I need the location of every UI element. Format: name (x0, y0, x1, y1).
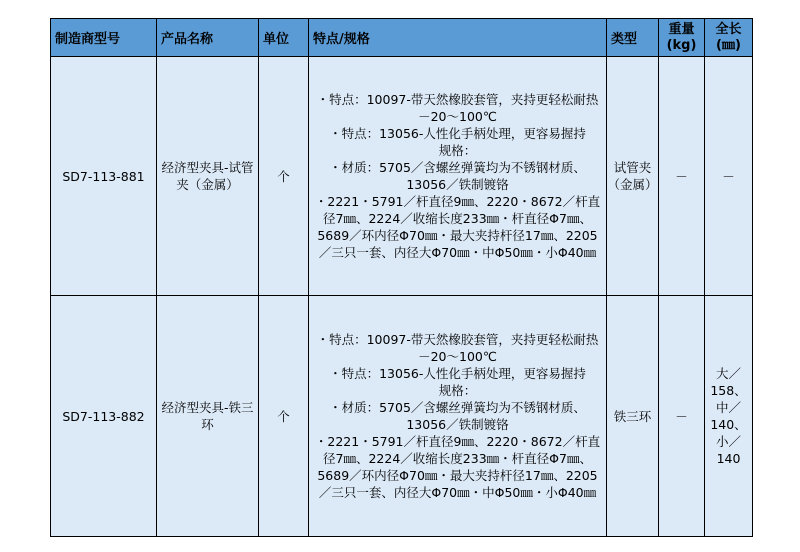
length-line: － (722, 168, 735, 184)
product-table (50, 18, 753, 537)
cell-type: 铁三环 (607, 296, 659, 537)
table-row (51, 296, 753, 537)
header-weight-label: 重量 (668, 21, 695, 37)
cell-unit: 个 (259, 296, 309, 537)
cell-length (705, 296, 753, 537)
cell-spec (309, 296, 607, 537)
cell-model: SD7-113-882 (51, 296, 157, 537)
cell-length (705, 57, 753, 296)
cell-name: 经济型夹具-试管夹（金属） (157, 57, 259, 296)
header-length-unit: (㎜) (716, 37, 741, 53)
length-line: 大／158、 (710, 366, 747, 398)
spec-line: ・特点：13056-人性化手柄处理，更容易握持 (329, 126, 586, 141)
cell-unit: 个 (259, 57, 309, 296)
spec-line: ・2221・5791／杆直径9㎜、2220・8672／杆直径7㎜、2224／收缩长度233㎜・杆直径Φ7㎜、5689／环内径Φ70㎜・最大夹持杆径17㎜、2205／三只一套、内径大Φ70㎜・中Φ50㎜・小Φ40㎜ (314, 194, 601, 260)
cell-weight: － (659, 296, 705, 537)
header-model: 制造商型号 (51, 19, 157, 57)
spec-line: ・特点：10097-带天然橡胶套管，夹持更轻松耐热－20～100℃ (316, 332, 599, 364)
cell-spec (309, 57, 607, 296)
header-length-label: 全长 (715, 21, 742, 37)
spec-line: ・特点：13056-人性化手柄处理，更容易握持 (329, 366, 586, 381)
spec-line: ・材质：5705／含螺丝弹簧均为不锈钢材质、13056／铁制镀铬 (329, 400, 586, 432)
cell-type: 试管夹（金属） (607, 57, 659, 296)
spec-line: ・2221・5791／杆直径9㎜、2220・8672／杆直径7㎜、2224／收缩长度233㎜・杆直径Φ7㎜、5689／环内径Φ70㎜・最大夹持杆径17㎜、2205／三只一套、内径大Φ70㎜・中Φ50㎜・小Φ40㎜ (314, 434, 601, 500)
cell-name: 经济型夹具-铁三环 (157, 296, 259, 537)
table-row (51, 57, 753, 296)
header-type: 类型 (607, 19, 659, 57)
spec-line: ・材质：5705／含螺丝弹簧均为不锈钢材质、13056／铁制镀铬 (329, 160, 586, 192)
cell-model: SD7-113-881 (51, 57, 157, 296)
header-name: 产品名称 (157, 19, 259, 57)
spec-line: 规格： (438, 383, 477, 398)
header-unit: 单位 (259, 19, 309, 57)
header-weight (659, 19, 705, 57)
header-row (51, 19, 753, 57)
length-line: 中／140、 (710, 400, 747, 432)
header-spec: 特点/规格 (309, 19, 607, 57)
header-weight-unit: (kg) (666, 37, 697, 53)
spec-line: ・特点：10097-带天然橡胶套管，夹持更轻松耐热－20～100℃ (316, 92, 599, 124)
length-line: 小／140 (715, 434, 741, 466)
header-length (705, 19, 753, 57)
cell-weight: － (659, 57, 705, 296)
spec-line: 规格： (438, 143, 477, 158)
